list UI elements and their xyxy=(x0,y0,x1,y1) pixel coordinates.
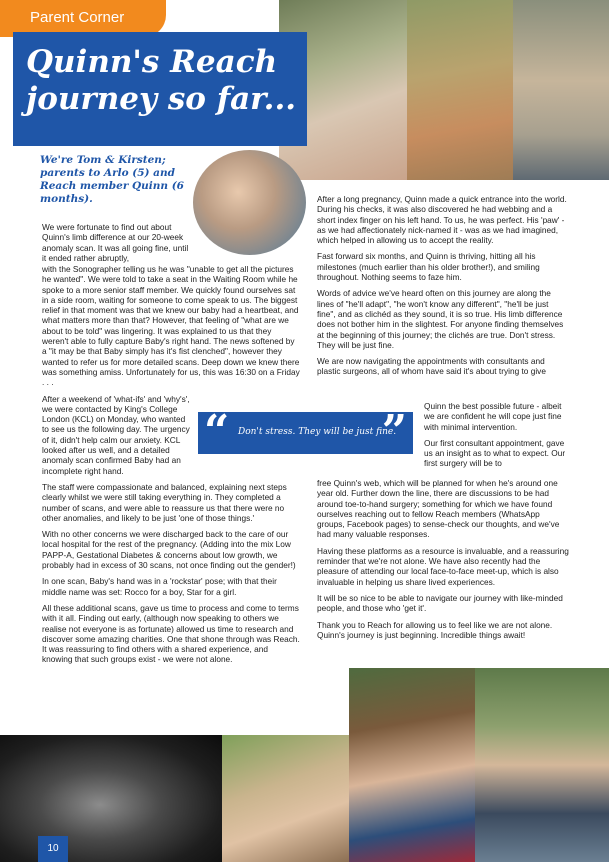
section-label: Parent Corner xyxy=(30,9,125,26)
paragraph: Having these platforms as a resource is invaluable, and a reassuring reminder that we're not alone. We have also recently had the pleasure of attending our local face-to-face meet-up, which is also invaluable in helping us share lived experiences. xyxy=(317,545,569,587)
paragraph: It will be so nice to be able to navigate our journey with like-minded people, and those who 'get it'. xyxy=(317,592,563,614)
photo-family-outdoors xyxy=(475,668,609,862)
paragraph: Words of advice we've heard often on this journey are along the lines of "he'll adapt", "he won't know any different", "he'll be just fine", and as clichéd as they sound, it is so true. His limb difference does not bother him in the slightest. For anyone finding themselves at the beginning of this journey; the clichés are true. Don't stress. They will be just fine. xyxy=(317,288,564,350)
paragraph: Our first consultant appointment, gave us an insight as to what to expect. Our first surgery will be to xyxy=(424,437,566,469)
intro-heading: We're Tom & Kirsten; parents to Arlo (5) and Reach member Quinn (6 months). xyxy=(40,154,184,205)
photo-baby-playing xyxy=(222,735,349,862)
page-number: 10 xyxy=(38,836,68,862)
photo-brothers xyxy=(513,0,609,180)
photo-family-circle xyxy=(193,150,306,255)
quote-text: Don't stress. They will be just fine. xyxy=(238,427,397,437)
paragraph: Quinn the best possible future - albeit we are confident he will cope just fine with minimal intervention. xyxy=(424,401,562,432)
photo-mum-and-baby-christmas xyxy=(349,668,475,862)
photo-baby-in-basket xyxy=(407,0,513,180)
close-quote-icon: ” xyxy=(381,406,407,457)
paragraph: All these additional scans, gave us time to process and come to terms with it all. Finding out early, (although now speaking to others we realise not everyone is as fortunate) allowed us time to research and discover some amazing charities. One that shone through was Reach. It was reassuring to find others with a shared experience, and knowing that such groups exist - we were not alone. xyxy=(42,602,300,665)
open-quote-icon: “ xyxy=(204,406,230,457)
pull-quote xyxy=(198,406,413,457)
right-column-top xyxy=(317,194,569,383)
paragraph: Fast forward six months, and Quinn is thriving, hitting all his milestones (much earlier than his older brother!), and smiling throughout. Nothing seems to faze him. xyxy=(317,251,540,283)
paragraph: with the Sonographer telling us he was "unable to get all the pictures he wanted". We were told to take a seat in the Waiting Room while he spoke to a more senior staff member. We quickly found ourselves sat in a side room, waiting for someone to come speak to us. The biggest relief in that moment was that we knew our baby had a heartbeat, and what matters more than that? However, that feeling of "what are we about to be told" was lingering. It was explained to us that they weren't able to fully capture Baby's right hand. The news softened by a "it may be that Baby simply has it's fist clenched", however they wanted to refer us for more detailed scans. Deep down we knew there was something amiss. Unfortunately for us, this was 16:30 on a Friday . . . xyxy=(42,264,300,388)
paragraph: Thank you to Reach for allowing us to feel like we are not alone. Quinn's journey is just beginning. Incredible things await! xyxy=(317,619,553,640)
left-wrap-paragraph xyxy=(42,222,194,269)
photo-ultrasound-scan xyxy=(0,735,222,862)
paragraph: The staff were compassionate and balanced, explaining next steps clearly whilst we were still taking everything in. They completed a number of scans, and were able to reassure us that there were no other anomalies, and likely to be just 'one of those things.' xyxy=(42,481,287,523)
paragraph: After a weekend of 'what-ifs' and 'why's', we were contacted by King's College London (KCL) on Monday, who wanted to see us the following day. The urgency of it, didn't help calm our anxiety. KCL looked after us well, and a detailed anomaly scan confirmed Baby had an incomplete right hand. xyxy=(42,393,190,476)
paragraph: We were fortunate to find out about Quinn's limb difference at our 20-week anomaly scan. It was all going fine, until it ended rather abruptly, xyxy=(42,222,189,263)
paragraph: With no other concerns we were discharged back to the care of our local hospital for the rest of the pregnancy. (Adding into the mix Low PAPP-A, Gestational Diabetes & concerns about low growth, we probably had in excess of 30 scans, not once finding out the gender!) xyxy=(42,529,296,571)
right-column-wrap xyxy=(424,401,574,475)
right-column-bottom xyxy=(317,478,569,646)
paragraph: In one scan, Baby's hand was in a 'rockstar' pose; with that their middle name was set: Rocco for a boy, Star for a girl. xyxy=(42,576,277,597)
paragraph: After a long pregnancy, Quinn made a quick entrance into the world. During his checks, it was also discovered he had webbing and a short index finger on his left hand. To us, he was perfect. His 'paw' - as we had affectionately nick-named it - was as we had imagined, which helped in allowing us to accept the reality. xyxy=(317,194,567,246)
page-title: Quinn's Reach journey so far... xyxy=(26,44,297,117)
paragraph: We are now navigating the appointments with consultants and plastic surgeons, all of whom have said it's about trying to give xyxy=(317,356,546,377)
paragraph: free Quinn's web, which will be planned for when he's around one year old. Further down the line, there are discussions to be had around toe-to-hand surgery; something for which we have found ourselves reaching out to fellow Reach members (WhatsApp groups, Facebook pages) to sense-check our thoughts, and we've had many valuable responses. xyxy=(317,478,560,540)
left-column xyxy=(42,264,300,671)
